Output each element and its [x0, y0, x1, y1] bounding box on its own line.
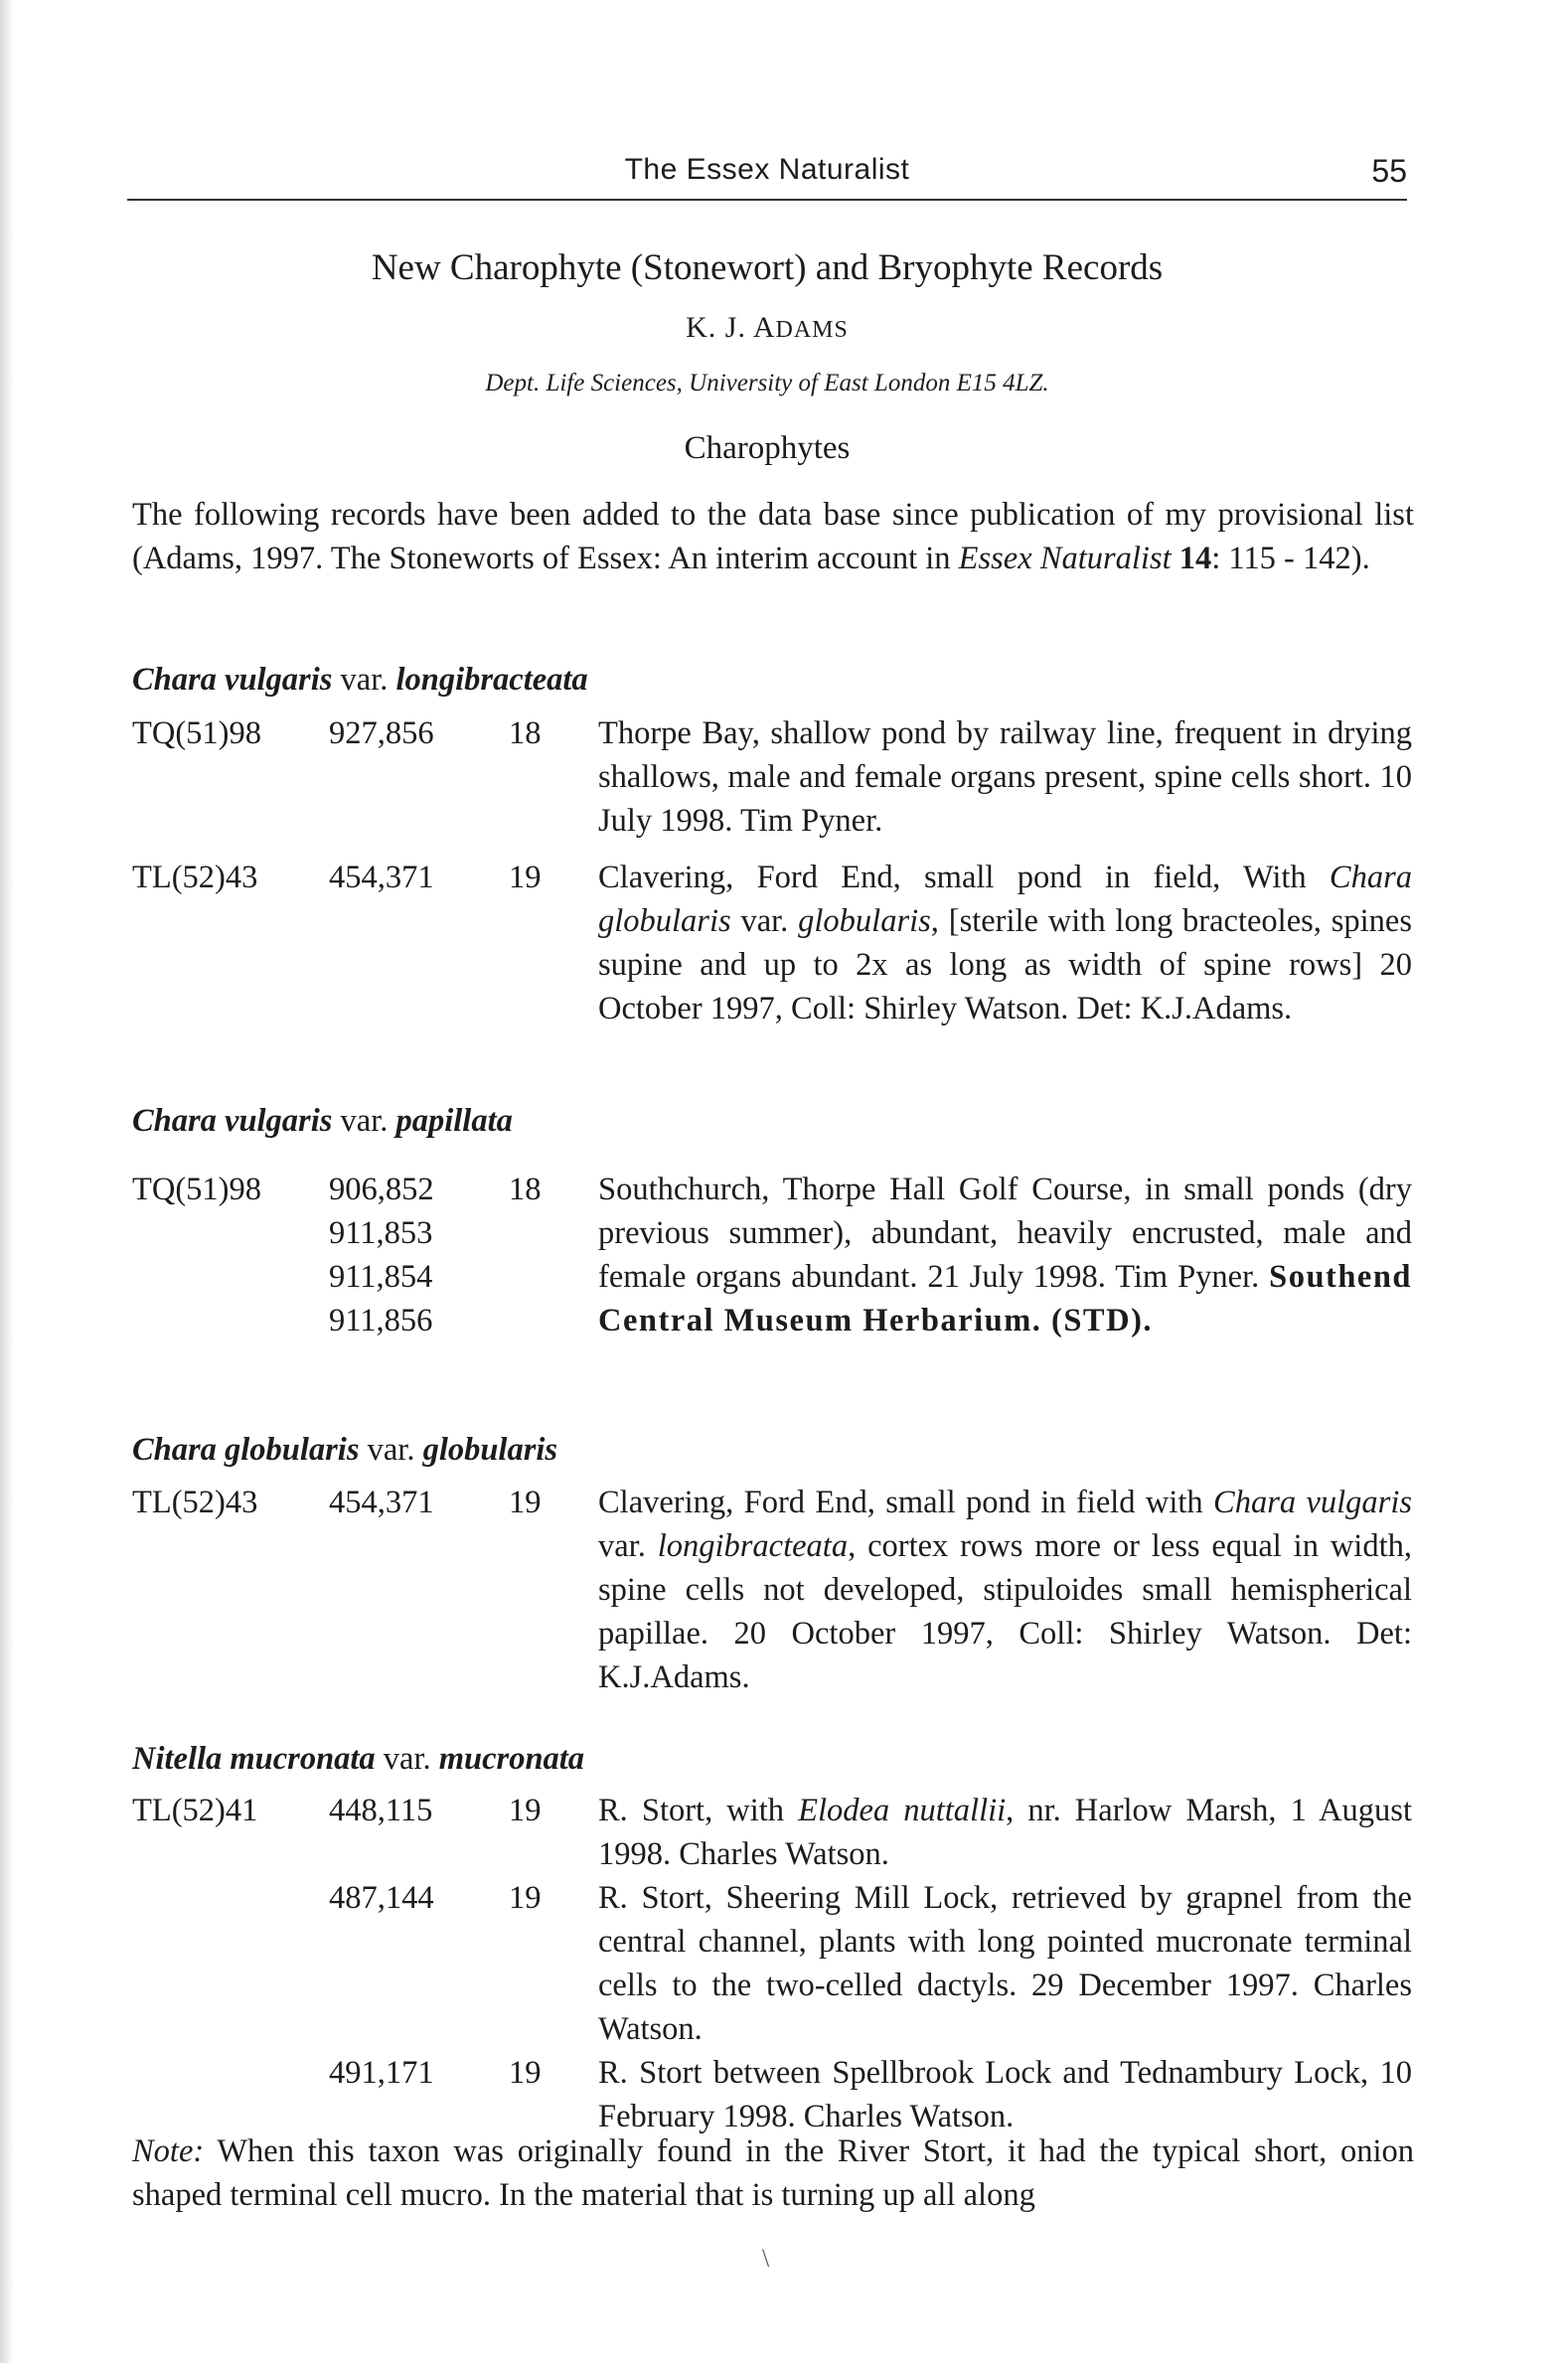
running-header: [127, 149, 1407, 201]
grid-square: TQ(51)98: [132, 1172, 261, 1207]
intro-paragraph: [132, 493, 1414, 580]
grid-reference: 927,856: [329, 715, 434, 751]
variety-name: longibracteata: [657, 1528, 849, 1564]
description-text: Southchurch, Thorpe Hall Golf Course, in small ponds (dry previous summer), abundant, heavily encrusted, male and female organs abundant. 21 July 1998. Tim Pyner.: [598, 1172, 1412, 1295]
volume-number: 14: [1178, 541, 1212, 576]
description-text: var.: [730, 903, 799, 939]
journal-reference: Essex Naturalist: [958, 541, 1172, 576]
taxon-rank: var.: [340, 1103, 389, 1139]
note-paragraph: [132, 2129, 1414, 2217]
taxon-rank: var.: [340, 662, 389, 698]
species-name: Chara globularis: [598, 860, 1412, 939]
taxon-species: Nitella mucronata: [132, 1741, 376, 1777]
grid-reference: 911,856: [329, 1303, 433, 1339]
stray-mark: \: [762, 2244, 770, 2273]
author-name: [127, 311, 1407, 345]
record-description: R. Stort, Sheering Mill Lock, retrieved by grapnel from the central channel, plants with long pointed mucronate terminal cells to the two-celled dactyls. 29 December 1997. Charles Watson.: [598, 1880, 1412, 2047]
page-number: 55: [1371, 153, 1407, 189]
taxon-variety: mucronata: [438, 1741, 585, 1777]
taxon-species: Chara globularis: [132, 1432, 360, 1468]
description-text: , [sterile with long bracteoles, spines supine and up to 2x as long as width of spine rows] 20 October 1997, Coll: Shirley Watson. Det: K.J.Adams.: [598, 903, 1412, 1026]
taxon-species: Chara vulgaris: [132, 1103, 333, 1139]
taxon-variety: longibracteata: [395, 662, 588, 698]
page-range: : 115 - 142).: [1211, 541, 1370, 576]
vice-county: 18: [509, 715, 542, 751]
grid-reference: 911,853: [329, 1215, 433, 1251]
vice-county: 19: [509, 860, 542, 895]
species-name: Elodea nuttallii: [798, 1793, 1007, 1828]
taxon-rank: var.: [383, 1741, 431, 1777]
grid-reference: 911,854: [329, 1259, 433, 1295]
vice-county: 19: [509, 2055, 542, 2091]
taxon-heading: [132, 1432, 557, 1469]
variety-name: globularis: [798, 903, 931, 939]
taxon-variety: globularis: [422, 1432, 558, 1468]
description-text: var.: [598, 1528, 658, 1564]
author-affiliation: Dept. Life Sciences, University of East London E15 4LZ.: [485, 370, 1049, 396]
taxon-heading: [132, 1103, 513, 1140]
taxon-rank: var.: [367, 1432, 415, 1468]
grid-reference: 454,371: [329, 1485, 434, 1520]
vice-county: 18: [509, 1172, 542, 1207]
species-name: Chara vulgaris: [1213, 1485, 1413, 1520]
grid-square: TL(52)41: [132, 1793, 258, 1828]
vice-county: 19: [509, 1793, 542, 1828]
taxon-heading: [132, 662, 588, 699]
record-description: R. Stort between Spellbrook Lock and Tednambury Lock, 10 February 1998. Charles Watson.: [598, 2055, 1412, 2134]
record-description: [598, 856, 1412, 1030]
grid-reference: 491,171: [329, 2055, 434, 2091]
author-surname: DAMS: [775, 317, 849, 343]
grid-square: TL(52)43: [132, 860, 258, 895]
taxon-species: Chara vulgaris: [132, 662, 333, 698]
journal-title: The Essex Naturalist: [624, 153, 910, 186]
vice-county: 19: [509, 1485, 542, 1520]
grid-reference: 454,371: [329, 860, 434, 895]
record-description: Thorpe Bay, shallow pond by railway line, frequent in drying shallows, male and female organs present, spine cells short. 10 July 1998. Tim Pyner.: [598, 715, 1412, 839]
taxon-variety: papillata: [395, 1103, 513, 1139]
vice-county: 19: [509, 1880, 542, 1916]
grid-square: TQ(51)98: [132, 715, 261, 751]
description-text: R. Stort, with: [598, 1793, 799, 1828]
description-text: Clavering, Ford End, small pond in field with: [598, 1485, 1214, 1520]
description-text: , nr. Harlow Marsh, 1 August 1998. Charles Watson.: [598, 1793, 1412, 1872]
grid-reference: 906,852: [329, 1172, 434, 1207]
record-description: [598, 1168, 1412, 1342]
grid-reference: 448,115: [329, 1793, 433, 1828]
grid-reference: 487,144: [329, 1880, 434, 1916]
page-edge-shadow: [0, 0, 14, 2363]
author-initials: K. J. A: [686, 311, 776, 344]
note-label: Note:: [132, 2133, 205, 2169]
intro-text: The following records have been added to the data base since publication of my provisional list (Adams, 1997. The Stoneworts of Essex: An interim account in: [132, 497, 1414, 576]
section-heading: Charophytes: [684, 430, 851, 466]
article-title: New Charophyte (Stonewort) and Bryophyte Records: [371, 247, 1164, 288]
taxon-heading: [132, 1741, 584, 1778]
record-description: [598, 1789, 1412, 1876]
herbarium-name: Southend Central Museum Herbarium. (STD).: [598, 1259, 1412, 1339]
note-text: When this taxon was originally found in the River Stort, it had the typical short, onion shaped terminal cell mucro. In the material that is turning up all along: [132, 2133, 1414, 2213]
description-text: , cortex rows more or less equal in width, spine cells not developed, stipuloides small hemispherical papillae. 20 October 1997, Coll: Shirley Watson. Det: K.J.Adams.: [598, 1528, 1412, 1695]
grid-square: TL(52)43: [132, 1485, 258, 1520]
description-text: Clavering, Ford End, small pond in field, With: [598, 860, 1330, 895]
record-description: [598, 1481, 1412, 1699]
